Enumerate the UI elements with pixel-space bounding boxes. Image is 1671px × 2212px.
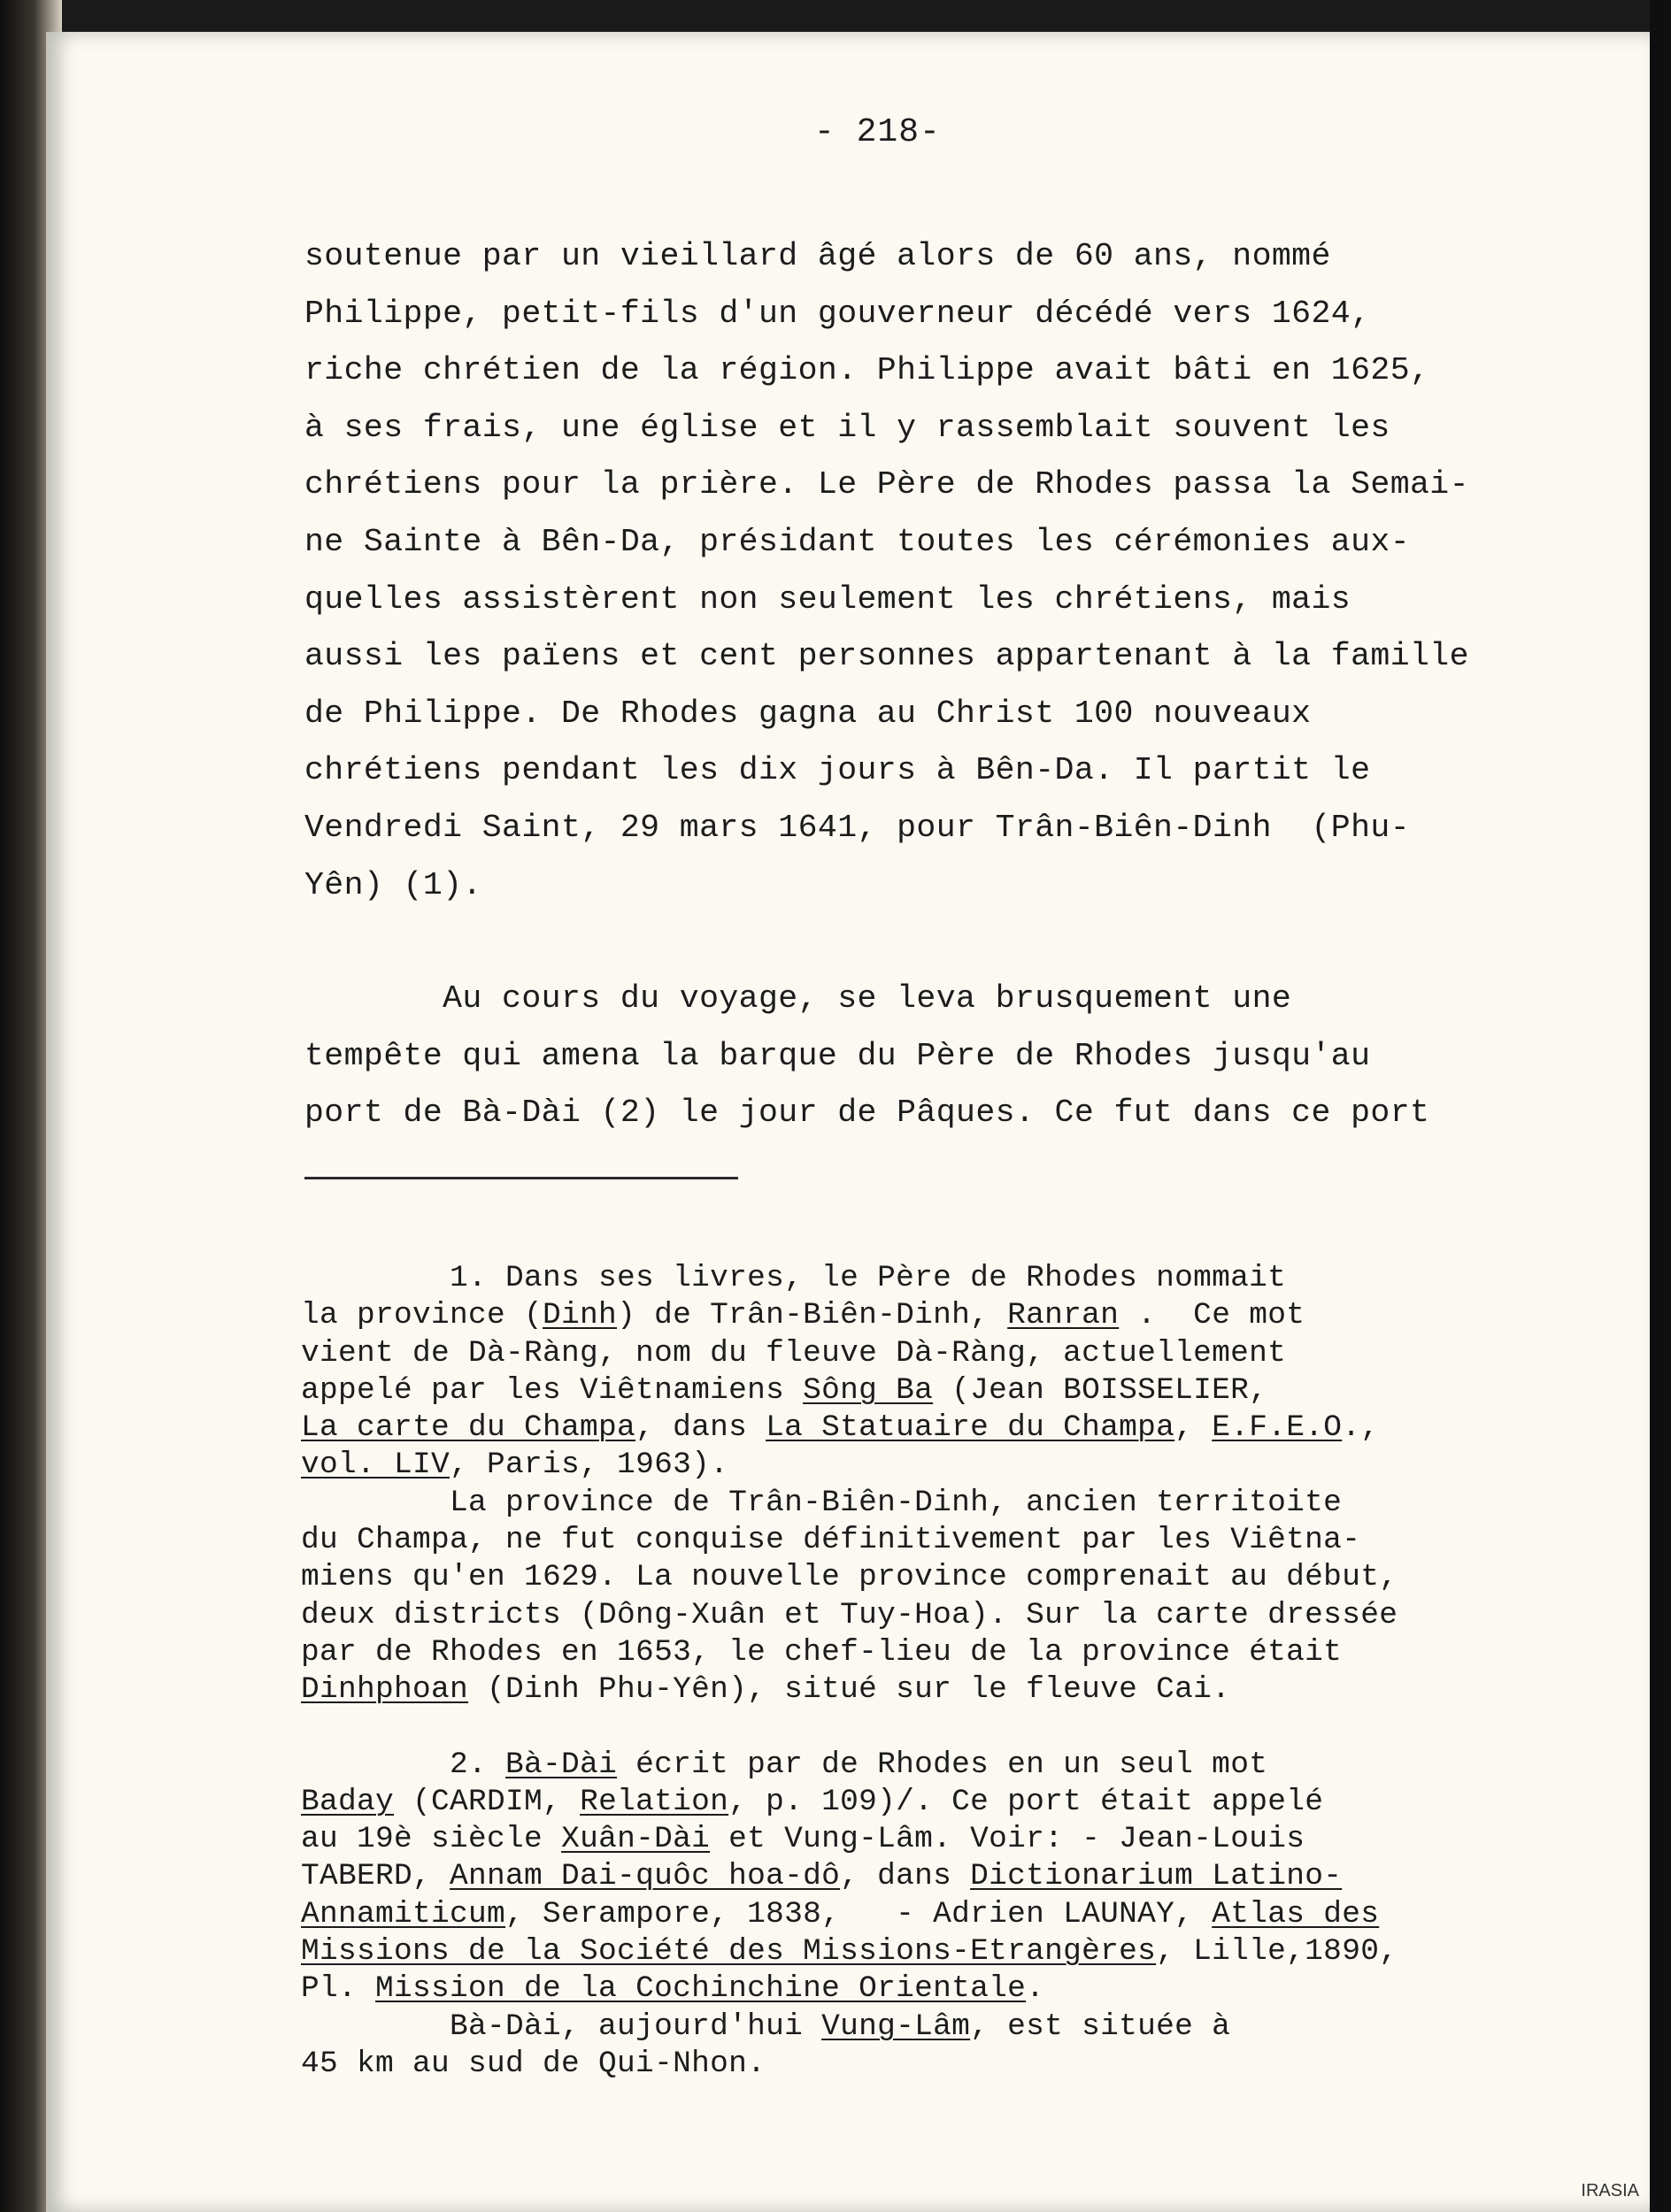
footnote-1-line: du Champa, ne fut conquise définitivement par les Viêtna- [301,1523,1361,1558]
footnote-1-line: appelé par les Viêtnamiens Sông Ba (Jean BOISSELIER, [301,1372,1268,1408]
footnote-1-line: vol. LIV, Paris, 1963). [301,1448,729,1483]
footnote-2-line: au 19è siècle Xuân-Dài et Vung-Lâm. Voir: - Jean-Louis [301,1822,1305,1857]
footnote-1-line: La carte du Champa, dans La Statuaire du Champa, E.F.E.O., [301,1410,1380,1446]
watermark: IRASIA [1581,2181,1639,2200]
footnote-2-line: TABERD, Annam Dai-quôc hoa-dô, dans Dictionarium Latino- [301,1859,1343,1894]
footnote-2-line: 45 km au sud de Qui-Nhon. [301,2046,766,2081]
footnote-separator [304,1177,738,1179]
footnote-1-line: par de Rhodes en 1653, le chef-lieu de la province était [301,1634,1343,1670]
body-line: à ses frais, une église et il y rassemblait souvent les [304,409,1390,446]
footnote-1-line: Dinhphoan (Dinh Phu-Yên), situé sur le fleuve Cai. [301,1672,1231,1708]
footnote-2-line: Baday (CARDIM, Relation, p. 109)/. Ce port était appelé [301,1784,1324,1819]
page-number: - 218- [814,113,941,151]
footnote-1-line: deux districts (Dông-Xuân et Tuy-Hoa). Sur la carte dressée [301,1597,1398,1632]
body-line: Yên) (1). [304,866,482,903]
body-line: quelles assistèrent non seulement les chrétiens, mais [304,580,1351,618]
body-line: Au cours du voyage, se leva brusquement une [304,980,1292,1018]
body-line: Vendredi Saint, 29 mars 1641, pour Trân-Biên-Dinh (Phu- [304,809,1410,846]
body-line: riche chrétien de la région. Philippe avait bâti en 1625, [304,352,1430,389]
footnote-2-line: 2. Bà-Dài écrit par de Rhodes en un seul mot [301,1747,1268,1782]
footnote-2-line: Missions de la Société des Missions-Etrangères, Lille,1890, [301,1934,1398,1970]
body-line: Philippe, petit-fils d'un gouverneur décédé vers 1624, [304,295,1371,332]
footnote-1-line: miens qu'en 1629. La nouvelle province comprenait au début, [301,1560,1398,1595]
body-line: aussi les païens et cent personnes appartenant à la famille [304,638,1469,675]
footnote-1-line: 1. Dans ses livres, le Père de Rhodes nommait [301,1261,1287,1295]
body-text [304,228,1614,1142]
body-line: tempête qui amena la barque du Père de Rhodes jusqu'au [304,1037,1371,1074]
body-line: port de Bà-Dài (2) le jour de Pâques. Ce fut dans ce port [304,1094,1430,1132]
scan-edge [1650,0,1671,2212]
footnote-2-line: Annamiticum, Serampore, 1838, - Adrien LAUNAY, Atlas des [301,1896,1380,1932]
footnote-1-line: vient de Dà-Ràng, nom du fleuve Dà-Ràng, actuellement [301,1335,1287,1371]
body-line: de Philippe. De Rhodes gagna au Christ 100 nouveaux [304,695,1312,732]
body-line: soutenue par un vieillard âgé alors de 60 ans, nommé [304,238,1331,274]
footnote-2-line: Bà-Dài, aujourd'hui Vung-Lâm, est située à [301,2008,1231,2044]
footnote-1-line: la province (Dinh) de Trân-Biên-Dinh, Ranran . Ce mot [301,1298,1305,1333]
footnote-2-line: Pl. Mission de la Cochinchine Orientale. [301,1971,1045,2007]
body-line: chrétiens pour la prière. Le Père de Rhodes passa la Semai- [304,466,1469,503]
body-line: ne Sainte à Bên-Da, présidant toutes les cérémonies aux- [304,523,1410,560]
footnote-1-line: La province de Trân-Biên-Dinh, ancien territoite [301,1485,1343,1520]
body-line: chrétiens pendant les dix jours à Bên-Da. Il partit le [304,752,1371,789]
footnotes [301,1260,1611,2083]
